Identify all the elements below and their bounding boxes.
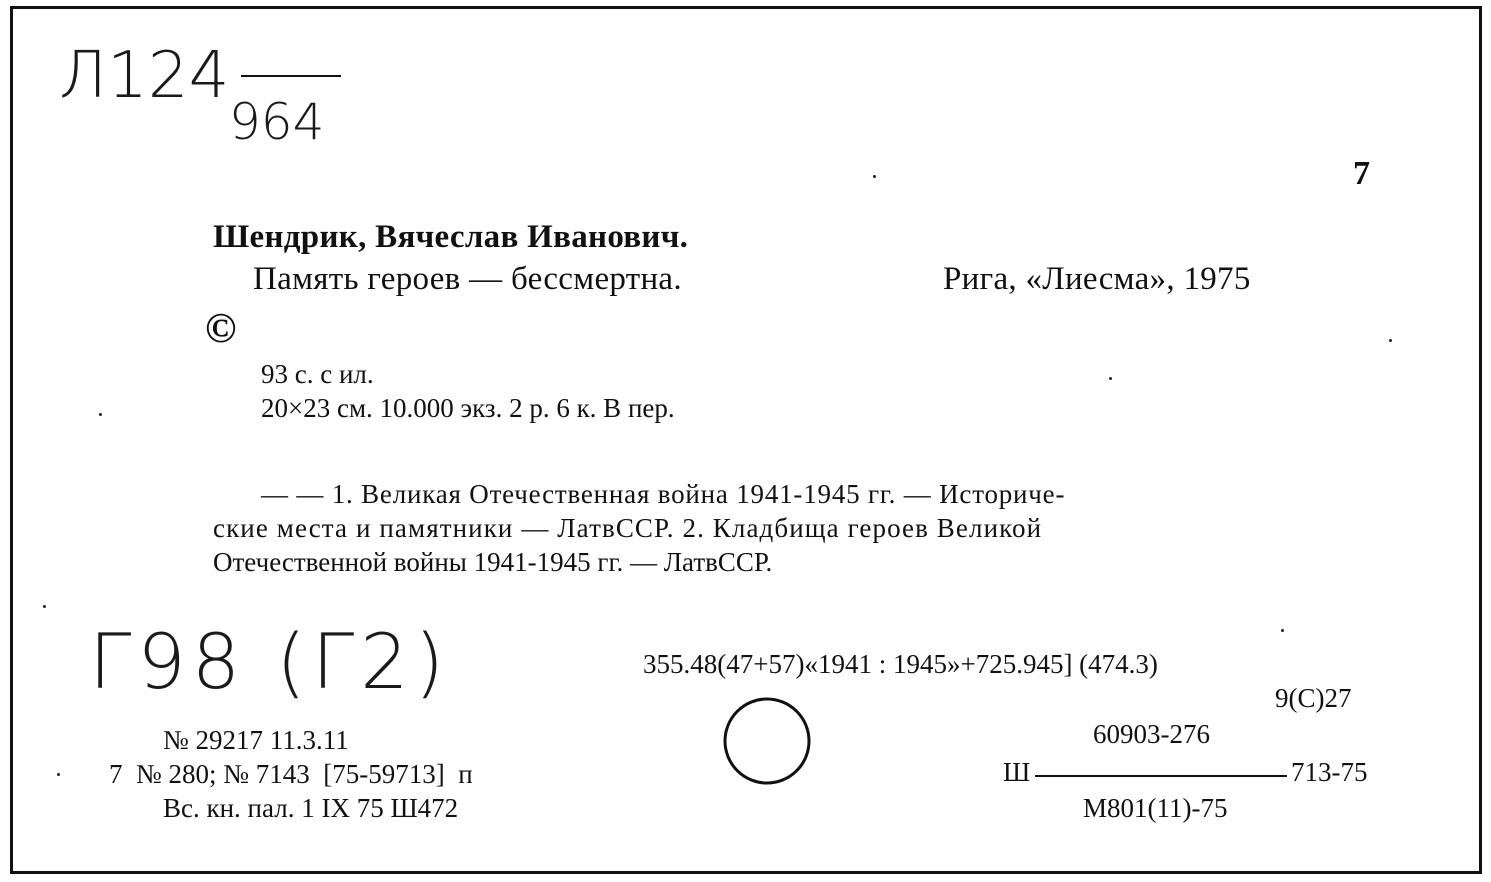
subject-line: ские места и памятники — ЛатвССР. 2. Кладбища героев Великой <box>213 513 1043 543</box>
author-heading: Шендрик, Вячеслав Иванович. <box>213 219 689 255</box>
print-info-line: Вс. кн. пал. 1 IX 75 Ш472 <box>163 793 459 823</box>
price-code-fraction-line <box>1035 775 1287 777</box>
price-code-prefix: Ш <box>1003 757 1031 787</box>
circle-stamp <box>719 693 815 789</box>
udc-index: 355.48(47+57)«1941 : 1945»+725.945] (474.3) <box>643 649 1158 679</box>
title-line: Память героев — бессмертна. <box>253 261 682 297</box>
shelf-mark-denominator: 964 <box>229 93 325 151</box>
handwritten-code: Г98 (Г2) <box>89 617 451 706</box>
print-info-line: 7 № 280; № 7143 [75-59713] п <box>109 759 473 789</box>
subject-line: — — 1. Великая Отечественная война 1941-1945 гг. — Историче- <box>261 479 1066 509</box>
pagination: 93 с. с ил. <box>261 359 374 389</box>
card-number: 7 <box>1353 155 1371 192</box>
print-info-line: № 29217 11.3.11 <box>163 725 349 755</box>
speck <box>99 413 102 416</box>
speck <box>1109 377 1112 380</box>
shelf-mark-fraction-line <box>241 75 341 77</box>
speck <box>57 773 60 776</box>
price-code-denominator: М801(11)-75 <box>1083 793 1228 823</box>
copyright-symbol: © <box>205 306 237 352</box>
speck <box>873 175 876 178</box>
physical-description: 20×23 см. 10.000 экз. 2 р. 6 к. В пер. <box>261 393 675 423</box>
bbk-index: 9(С)27 <box>1275 683 1352 713</box>
imprint: Рига, «Лиесма», 1975 <box>943 261 1251 297</box>
speck <box>1389 339 1392 342</box>
subject-line: Отечественной войны 1941-1945 гг. — ЛатвССР. <box>213 547 773 577</box>
price-code-suffix: 713-75 <box>1291 757 1368 787</box>
shelf-mark-prefix: Л124 <box>59 39 230 113</box>
price-code-numerator: 60903-276 <box>1093 719 1210 749</box>
speck <box>1281 629 1284 632</box>
catalog-card <box>10 6 1482 874</box>
speck <box>43 605 46 608</box>
